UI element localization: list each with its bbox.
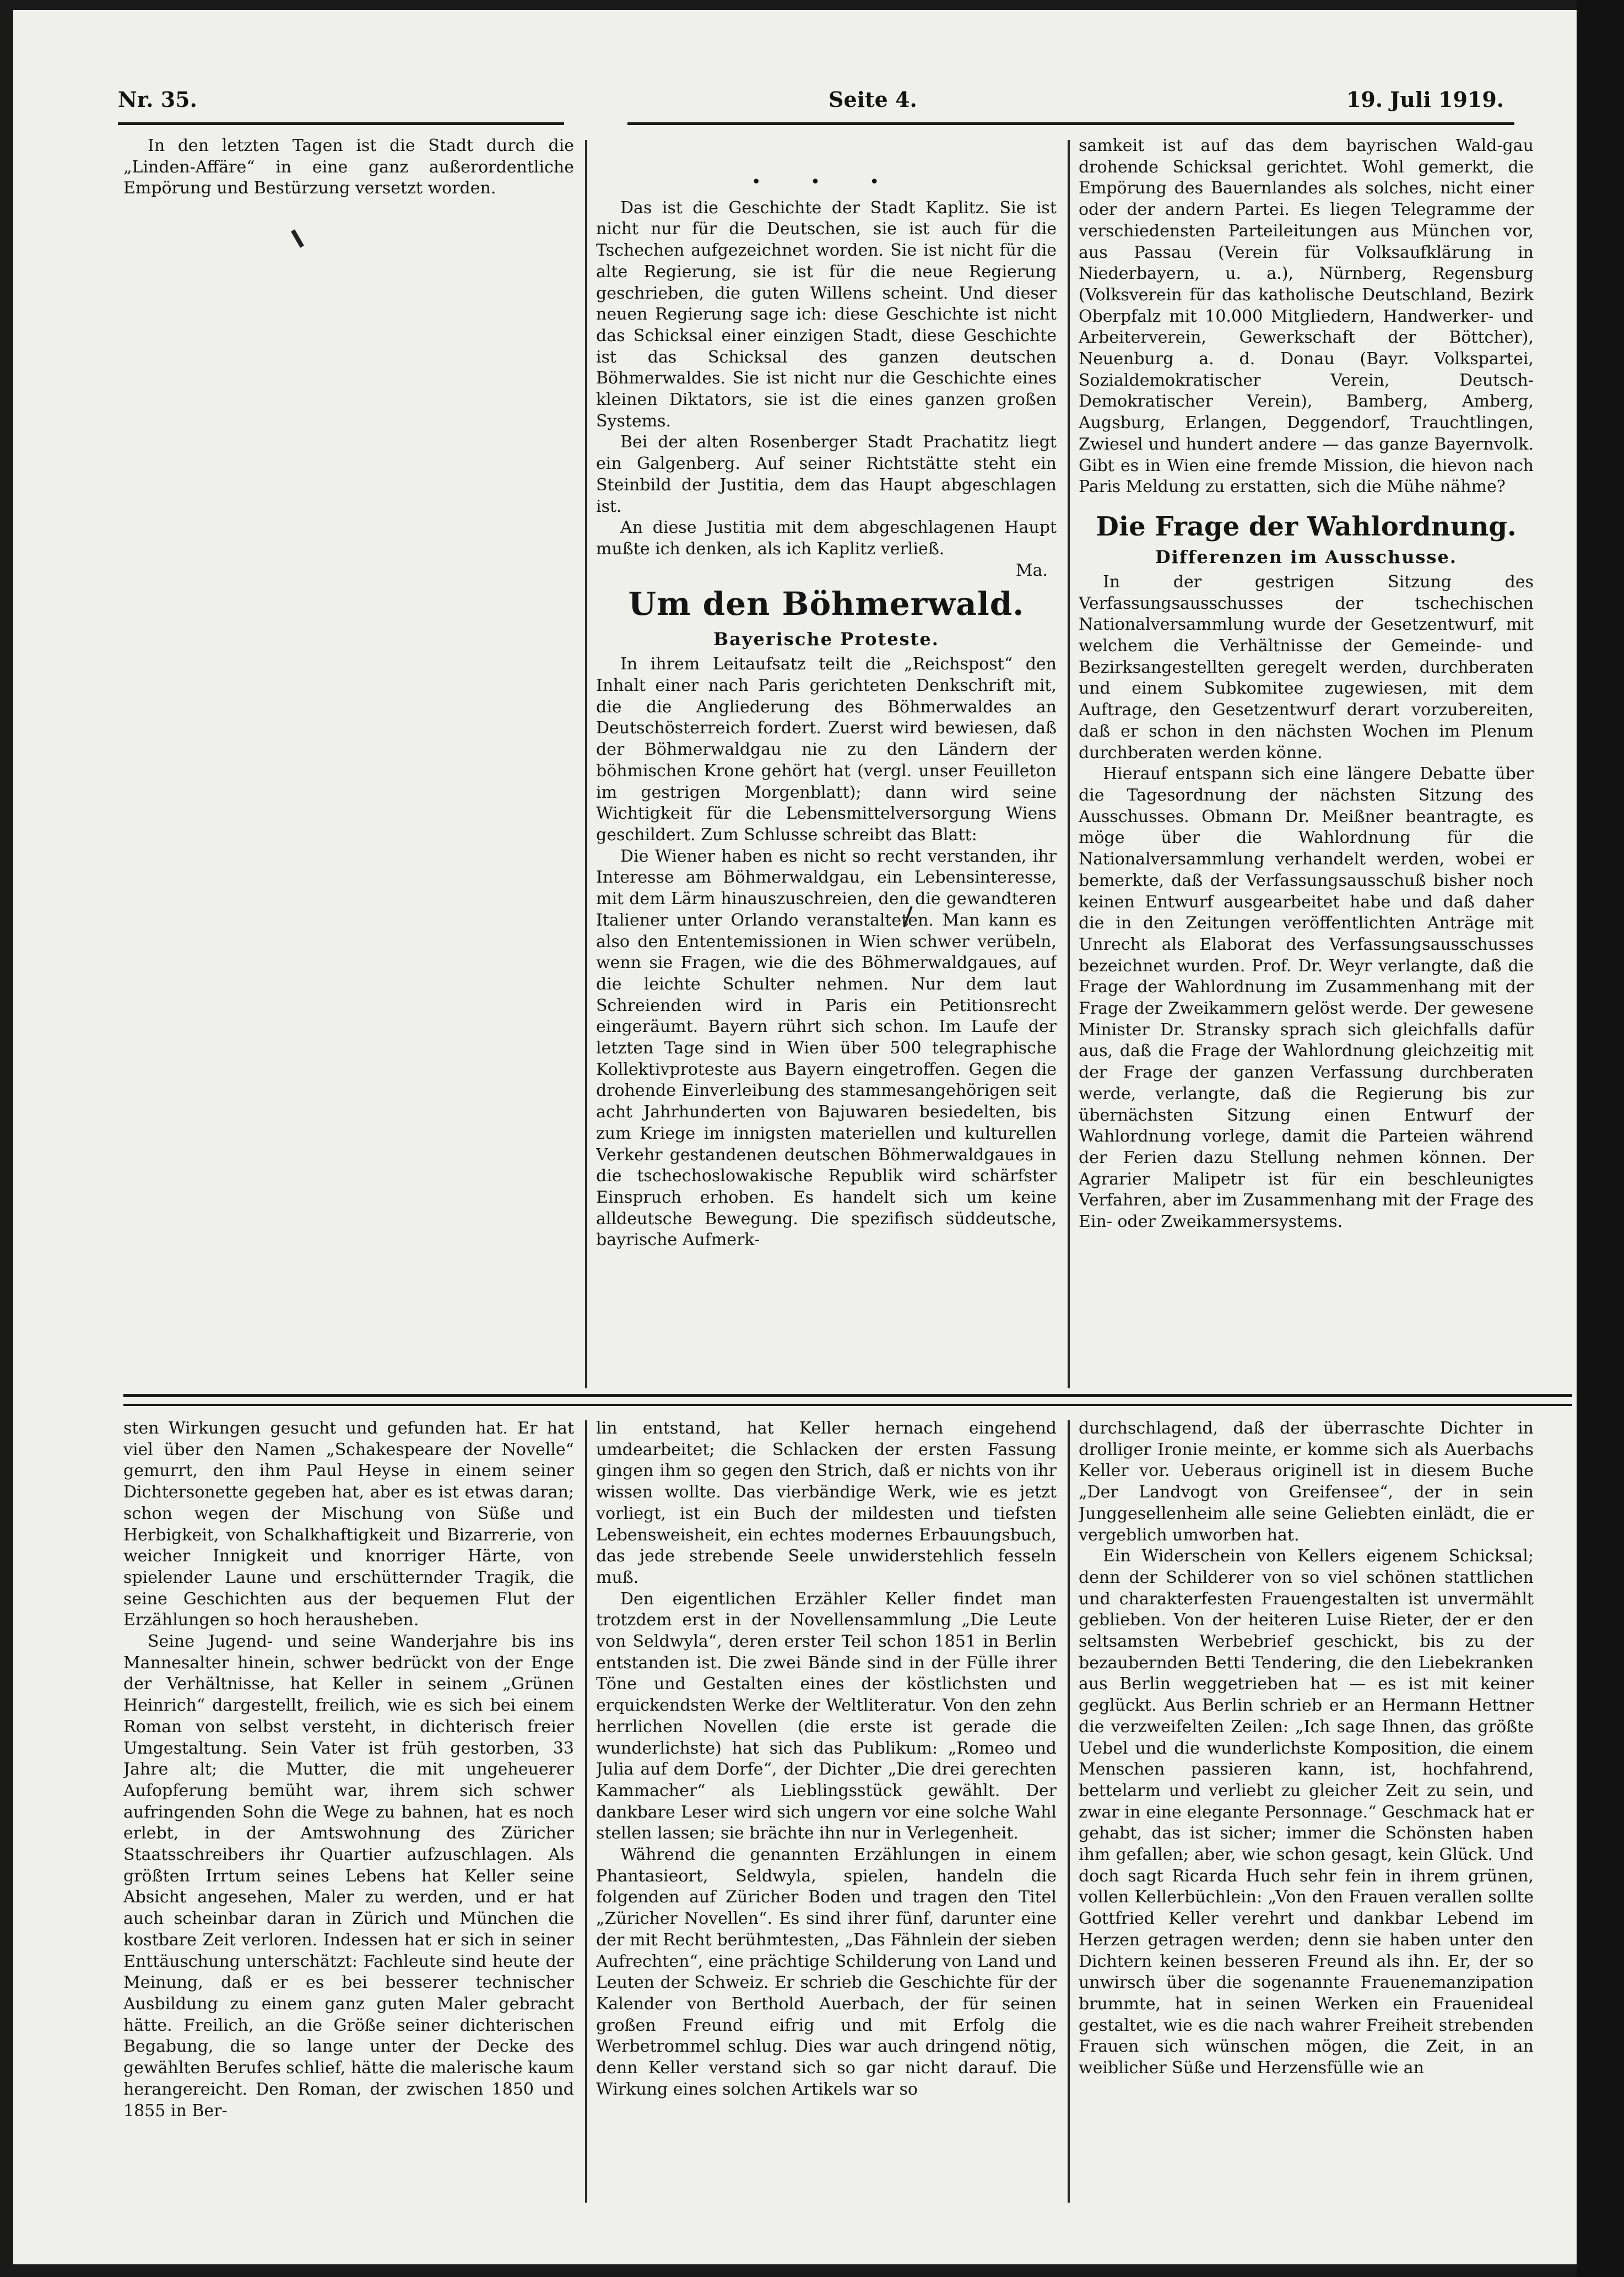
article-paragraph: Hierauf entspann sich eine längere Debatte über die Tagesordnung der nächsten Sitzung des Ausschusses. Obmann Dr. Meißner beantragte, es möge über die Wahlordnung für die Nationalversammlung verhandelt werden, wobei er bemerkte, daß der Verfassungsausschuß bisher noch keinen Entwurf ausgearbeitet habe und daß daher die in den Zeitungen veröffentlichten Anträge mit Unrecht als Elaborat des Verfassungsausschusses bezeichnet wurden. Prof. Dr. Weyr verlangte, daß die Frage der Wahlordnung im Zusammenhang mit der Frage der Zweikammern gelöst werde. Der gewesene Minister Dr. Stransky sprach sich gleichfalls dafür aus, daß die Frage der Wahlordnung gleichzeitig mit der Frage der ganzen Verfassung durchberaten werde, verlangte, daß die Regierung bis zur übernächsten Sitzung einen Entwurf der Wahlordnung vorlege, damit die Parteien während der Ferien dazu Stellung nehmen können. Der Agrarier Malipetr ist für ein beschleunigtes Verfahren, aber im Zusammenhang mit der Frage des Ein- oder Zweikammersystems. [1079, 764, 1534, 1232]
article-subheadline: Bayerische Proteste. [713, 629, 939, 650]
header-rule-left [118, 122, 564, 125]
issue-number: Nr. 35. [118, 87, 197, 112]
section-rule-bottom [123, 1404, 1572, 1406]
header-rule-right [627, 122, 1514, 125]
section-dots: • • • [751, 172, 902, 192]
newspaper-page [13, 10, 1577, 2264]
section-rule-top [123, 1394, 1572, 1397]
article-paragraph: Das ist die Geschichte der Stadt Kaplitz. Sie ist nicht nur für die Deutschen, sie ist auch für die Tschechen aufgezeichnet worden. Sie ist nicht für die alte Regierung, sie ist für die neue Regierung geschrieben, die guten Willens scheint. Und dieser neuen Regierung sage ich: diese Geschichte ist nicht das Schicksal einer einzigen Stadt, diese Geschichte ist das Schicksal des ganzen deutschen Böhmerwaldes. Sie ist nicht nur die Geschichte eines kleinen Diktators, sie ist die eines ganzen großen Systems. [596, 198, 1057, 431]
column-rule-3 [585, 1420, 587, 2203]
article-paragraph: Ein Widerschein von Kellers eigenem Schicksal; denn der Schilderer von so viel schönen stattlichen und charakterfesten Frauengestalten ist unvermählt geblieben. Von der heiteren Luise Rieter, der er den seltsamsten Werbebrief geschickt, bis zu der bezaubernden Betti Tendering, die den Liebekranken aus Berlin weggetrieben hat — es ist mit keiner geglückt. Aus Berlin schrieb er an Hermann Hettner die verzweifelten Zeilen: „Ich sage Ihnen, das größte Uebel und die wunderlichste Komposition, die einem Menschen passieren kann, ist, hochfahrend, bettelarm und verliebt zu gleicher Zeit zu sein, und zwar in eine elegante Personnage.“ Geschmack hat er gehabt, das ist sicher; immer die Schönsten haben ihm gefallen; aber, wie schon gesagt, kein Glück. Und doch sagt Ricarda Huch sehr fein in ihrem grünen, vollen Kellerbüchlein: „Von den Frauen verallen sollte Gottfried Keller verehrt und dankbar Lebend im Herzen getragen werden; denn sie haben unter den Dichtern keinen besseren Freund als ihn. Er, der so unwirsch über die sogenannte Frauenemanzipation brummte, hat in seinen Werken ein Frauenideal gestaltet, wie es die nach wahrer Freiheit strebenden Frauen sich wünschen mögen, die Zeit, in an weiblicher Süße und Herzensfülle wie an [1079, 1546, 1534, 2078]
column-1-top [123, 136, 574, 246]
article-paragraph: Seine Jugend- und seine Wanderjahre bis ins Mannesalter hinein, schwer bedrückt von der Enge der Verhältnisse, hat Keller in seinem „Grünen Heinrich“ dargestellt, freilich, wie es sich bei einem Roman von selbst versteht, in dichterisch freier Umgestaltung. Sein Vater ist früh gestorben, 33 Jahre alt; die Mutter, die mit ungeheuerer Aufopferung bemüht war, ihrem sich schwer aufringenden Sohn die Wege zu bahnen, hat es noch erlebt, in der Amtswohnung des Züricher Staatsschreibers ihr Quartier aufzuschlagen. Als größten Irrtum seines Lebens hat Keller seine Absicht angesehen, Maler zu werden, und er hat auch scheinbar daran in Zürich und München die kostbare Zeit verloren. Indessen hat er sich in seiner Enttäuschung unterschätzt: Fachleute sind heute der Meinung, daß er es bei besserer technischer Ausbildung zu einem ganz guten Maler gebracht hätte. Freilich, an die Größe seiner dichterischen Begabung, die so lange unter der Decke des gewählten Berufes schlief, hätte die malerische kaum herangereicht. Den Roman, der zwischen 1850 und 1855 in Ber- [123, 1632, 574, 2121]
article-headline: Die Frage der Wahlordnung. [1096, 511, 1517, 542]
article-paragraph: samkeit ist auf das dem bayrischen Wald-gau drohende Schicksal gerichtet. Wohl gemerkt, die Empörung des Bauernlandes als solches, nicht einer oder der andern Partei. Es liegen Telegramme der verschiedensten Parteileitungen aus München vor, aus Passau (Verein für Volksaufklärung in Niederbayern, u. a.), Nürnberg, Regensburg (Volksverein für das katholische Deutschland, Bezirk Oberpfalz mit 10.000 Mitgliedern, Handwerker- und Arbeiterverein, Gewerkschaft der Böttcher), Neuenburg a. d. Donau (Bayr. Volkspartei, Sozialdemokratischer Verein, Deutsch-Demokratischer Verein), Bamberg, Amberg, Augsburg, Erlangen, Deggendorf, Trauchtlingen, Zwiesel und hundert andere — das ganze Bayernvolk. Gibt es in Wien eine fremde Mission, die hievon nach Paris Meldung zu erstatten, sich die Mühe nähme? [1079, 136, 1534, 497]
column-rule-4 [1068, 1420, 1070, 2203]
article-paragraph: In der gestrigen Sitzung des Verfassungsausschusses der tschechischen Nationalversammlung wurde der Gesetzentwurf, mit welchem die Verhältnisse der Gemeinde- und Bezirksangestellten geregelt werden, durchberaten und einem Subkomitee zugewiesen, mit dem Auftrage, den Gesetzentwurf derart vorzubereiten, daß er schon in den nächsten Wochen im Plenum durchberaten werden könne. [1079, 572, 1534, 762]
column-rule-1 [585, 140, 587, 1388]
article-paragraph: Den eigentlichen Erzähler Keller findet man trotzdem erst in der Novellensammlung „Die Leute von Seldwyla“, deren erster Teil schon 1851 in Berlin entstanden ist. Die zwei Bände sind in der Fülle ihrer Töne und Gestalten eines der köstlichsten und erquickendsten Werke der Weltliteratur. Von den zehn herrlichen Novellen (die erste ist gerade die wunderlichste) hat sich das Publikum: „Romeo und Julia auf dem Dorfe“, der Dichter „Die drei gerechten Kammacher“ als Lieblingsstück gewählt. Der dankbare Leser wird sich ungern vor eine solche Wahl stellen lassen; sie brächte ihn nur in Verlegenheit. [596, 1589, 1057, 1843]
article-headline: Um den Böhmerwald. [628, 585, 1025, 623]
page-number: Seite 4. [829, 87, 917, 112]
article-paragraph: Die Wiener haben es nicht so recht verstanden, ihr Interesse am Böhmerwaldgau, ein Lebensinteresse, mit dem Lärm hinauszuschreien, den die gewandteren Italiener unter Orlando veranstalteten. Man kann es also den Ententemissionen in Wien schwer verübeln, wenn sie Fragen, wie die des Böhmerwaldgaues, auf die leichte Schulter nehmen. Nur dem laut Schreienden wird in Paris ein Petitionsrecht eingeräumt. Bayern rührt sich schon. Im Laufe der letzten Tage sind in Wien über 500 telegraphische Kollektivproteste aus Bayern eingetroffen. Gegen die drohende Einverleibung des stammesangehörigen seit acht Jahrhunderten von Bajuwaren besiedelten, bis zum Kriege im innigsten materiellen und kulturellen Verkehr gestandenen deutschen Böhmerwaldgaues in die tschechoslowakische Republik wird schärfster Einspruch erhoben. Es handelt sich um keine alldeutsche Bewegung. Die spezifisch süddeutsche, bayrische Aufmerk- [596, 846, 1057, 1250]
article-subheadline: Differenzen im Ausschusse. [1155, 546, 1458, 567]
article-paragraph: Während die genannten Erzählungen in einem Phantasieort, Seldwyla, spielen, handeln die folgenden auf Züricher Boden und tragen den Titel „Züricher Novellen“. Es sind ihrer fünf, darunter eine der mit Recht berühmtesten, „Das Fähnlein der sieben Aufrechten“, eine prächtige Schilderung von Land und Leuten der Schweiz. Er schrieb die Geschichte für der Kalender von Berthold Auerbach, der für seinen großen Freund eifrig und mit Erfolg die Werbetrommel schlug. Dies war auch dringend nötig, denn Keller verstand sich so gar nicht darauf. Die Wirkung eines solchen Artikels war so [596, 1845, 1057, 2099]
column-rule-2 [1068, 140, 1070, 1388]
column-1-bottom [123, 1418, 574, 2211]
scan-edge-shadow [1577, 0, 1624, 2277]
article-paragraph: durchschlagend, daß der überraschte Dichter in drolliger Ironie meinte, er komme sich als Auerbachs Keller vor. Ueberaus originell ist in diesem Buche „Der Landvogt von Greifensee“, der in sein Junggesellenheim alle seine Geliebten einlädt, die er vergeblich umworben hat. [1079, 1419, 1534, 1545]
column-3-bottom [1079, 1418, 1534, 2211]
article-paragraph: Bei der alten Rosenberger Stadt Prachatitz liegt ein Galgenberg. Auf seiner Richtstätte steht ein Steinbild der Justitia, dem das Haupt abgeschlagen ist. [596, 432, 1057, 516]
article-paragraph: In ihrem Leitaufsatz teilt die „Reichspost“ den Inhalt einer nach Paris gerichteten Denkschrift mit, die die Angliederung des Böhmerwaldes an Deutschösterreich fordert. Zuerst wird bewiesen, daß der Böhmerwaldgau nie zu den Ländern der böhmischen Krone gehört hat (vergl. unser Feuilleton im gestrigen Morgenblatt); dann wird seine Wichtigkeit für die Lebensmittelversorgung Wiens geschildert. Zum Schlusse schreibt das Blatt: [596, 655, 1057, 845]
article-paragraph: lin entstand, hat Keller hernach eingehend umdearbeitet; die Schlacken der ersten Fassung gingen ihm so gegen den Strich, daß er nichts von ihr wissen wollte. Das vierbändige Werk, wie es jetzt vorliegt, ist ein Buch der mildesten und tiefsten Lebensweisheit, ein echtes modernes Erbauungsbuch, das jede strebende Seele unwiderstehlich fesseln muß. [596, 1419, 1057, 1587]
column-3-top [1079, 136, 1534, 1391]
column-2-bottom [596, 1418, 1057, 2211]
column-2-top [596, 170, 1057, 1391]
article-paragraph: In den letzten Tagen ist die Stadt durch die „Linden-Affäre“ in eine ganz außerordentliche Empörung und Bestürzung versetzt worden. [123, 136, 574, 198]
author-signature: Ma. [1015, 560, 1048, 580]
article-paragraph: sten Wirkungen gesucht und gefunden hat. Er hat viel über den Namen „Schakespeare der Novelle“ gemurrt, den ihm Paul Heyse in einem seiner Dichtersonette gegeben hat, aber es ist etwas daran; schon wegen der Mischung von Süße und Herbigkeit, von Schalkhaftigkeit und Bizarrerie, von weicher Innigkeit und knorriger Härte, von spielender Laune und erschütternder Tragik, die seine Geschichten aus der bequemen Flut der Erzählungen so hoch herausheben. [123, 1419, 574, 1630]
article-paragraph: An diese Justitia mit dem abgeschlagenen Haupt mußte ich denken, als ich Kaplitz verließ. [596, 518, 1057, 559]
page-header [118, 87, 1504, 120]
issue-date: 19. Juli 1919. [1346, 87, 1504, 112]
